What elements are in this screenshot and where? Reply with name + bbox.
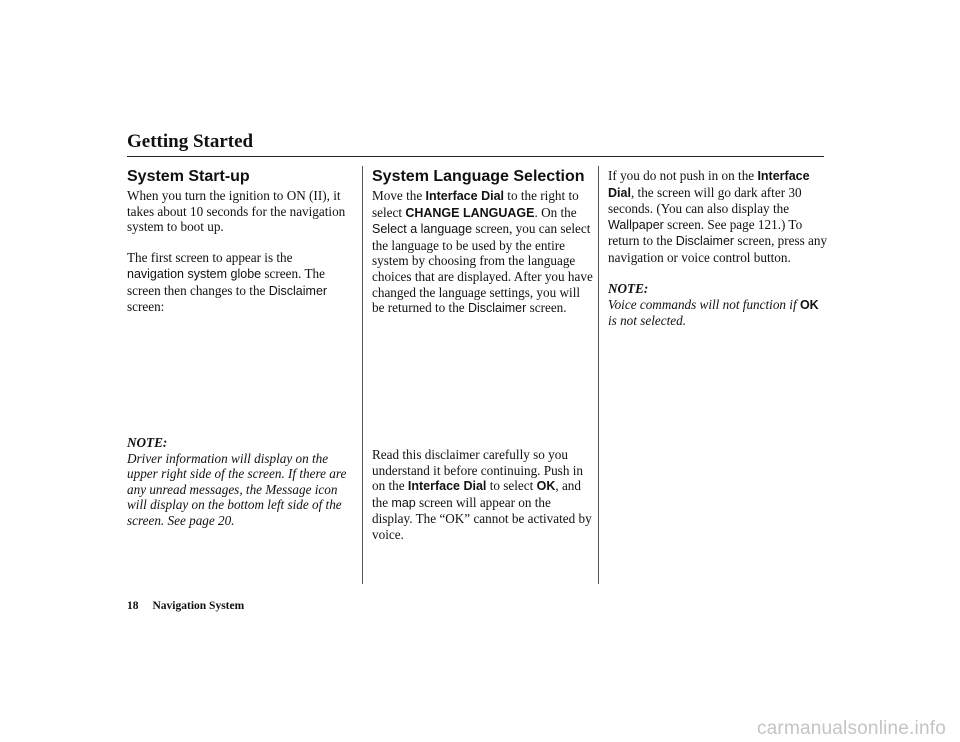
text: The first screen to appear is the: [127, 250, 293, 266]
ui-term-wallpaper: Wallpaper: [608, 217, 664, 232]
text: , and the: [372, 478, 581, 510]
column-divider: [598, 166, 599, 584]
paragraph-first-screen: [127, 250, 349, 314]
text: to select: [486, 478, 537, 494]
ui-term-change-language: CHANGE LANGUAGE: [405, 205, 535, 220]
ui-term-globe: navigation system globe: [127, 266, 262, 281]
column-continued: [608, 168, 830, 345]
text: screen. The screen then changes to the: [127, 265, 325, 298]
watermark: carmanualsonline.info: [756, 718, 946, 739]
text: . On the: [534, 204, 577, 220]
footer-section-title: Navigation System: [152, 600, 245, 612]
text: screen.: [526, 300, 567, 316]
column-disclaimer: [372, 447, 594, 558]
text: screen. See page 121.) To return to the: [608, 216, 803, 249]
ui-term-disclaimer: Disclaimer: [467, 301, 527, 316]
note-label: NOTE:: [127, 435, 168, 450]
paragraph-screen-dark: [608, 168, 830, 266]
text: is not selected.: [608, 313, 687, 329]
ui-term-ok: OK: [799, 297, 819, 312]
text: Move the: [372, 188, 426, 203]
text: screen, press any navigation or voice control button.: [608, 233, 828, 265]
text: Read this disclaimer carefully so you understand it before continuing. Push in on the: [372, 447, 583, 494]
text: screen:: [127, 299, 165, 315]
note-block: [127, 435, 349, 529]
ui-term-interface-dial: Interface Dial: [608, 169, 810, 200]
text: screen will appear on the display. The “OK” cannot be activated by voice.: [372, 494, 592, 542]
ui-term-disclaimer: Disclaimer: [675, 234, 735, 249]
ui-term-disclaimer: Disclaimer: [268, 283, 328, 298]
note-block: [608, 281, 830, 329]
column-language: [372, 167, 594, 332]
page-footer: [127, 600, 244, 612]
paragraph-disclaimer: [372, 447, 594, 543]
note-text: [608, 297, 830, 329]
ui-term-interface-dial: Interface Dial: [425, 189, 504, 203]
ui-term-interface-dial: Interface Dial: [407, 479, 487, 494]
ui-term-ok: OK: [536, 479, 556, 494]
text: , the screen will go dark after 30 seconds. (You can also display the: [608, 184, 802, 217]
text: If you do not push in on the: [608, 168, 758, 183]
page-number: 18: [127, 600, 139, 612]
ui-term-map: map: [391, 495, 416, 510]
text: to the right to select: [372, 188, 579, 220]
section-heading-language: System Language Selection: [372, 168, 585, 185]
paragraph-boot: When you turn the ignition to ON (II), it takes about 10 seconds for the navigation system to boot up.: [127, 188, 346, 235]
column-start-up: [127, 167, 349, 330]
text: screen, you can select the language to be used by the entire system by choosing from the language choices that are displayed. After you have changed the language settings, you will be returned to the: [372, 221, 593, 316]
paragraph-language: [372, 188, 594, 317]
page-title: Getting Started: [127, 131, 254, 152]
column-divider: [362, 166, 363, 584]
column-start-up-note: [127, 435, 349, 544]
note-label: NOTE:: [608, 281, 649, 297]
note-text: Driver information will display on the upper right side of the screen. If there are any unread messages, the Message icon will display on the bottom left side of the screen. See page 20.: [127, 450, 347, 528]
section-heading-start-up: System Start-up: [127, 168, 250, 185]
ui-term-select-language: Select a language: [372, 222, 473, 237]
text: Voice commands will not function if: [608, 296, 800, 312]
header-rule: [127, 156, 824, 157]
